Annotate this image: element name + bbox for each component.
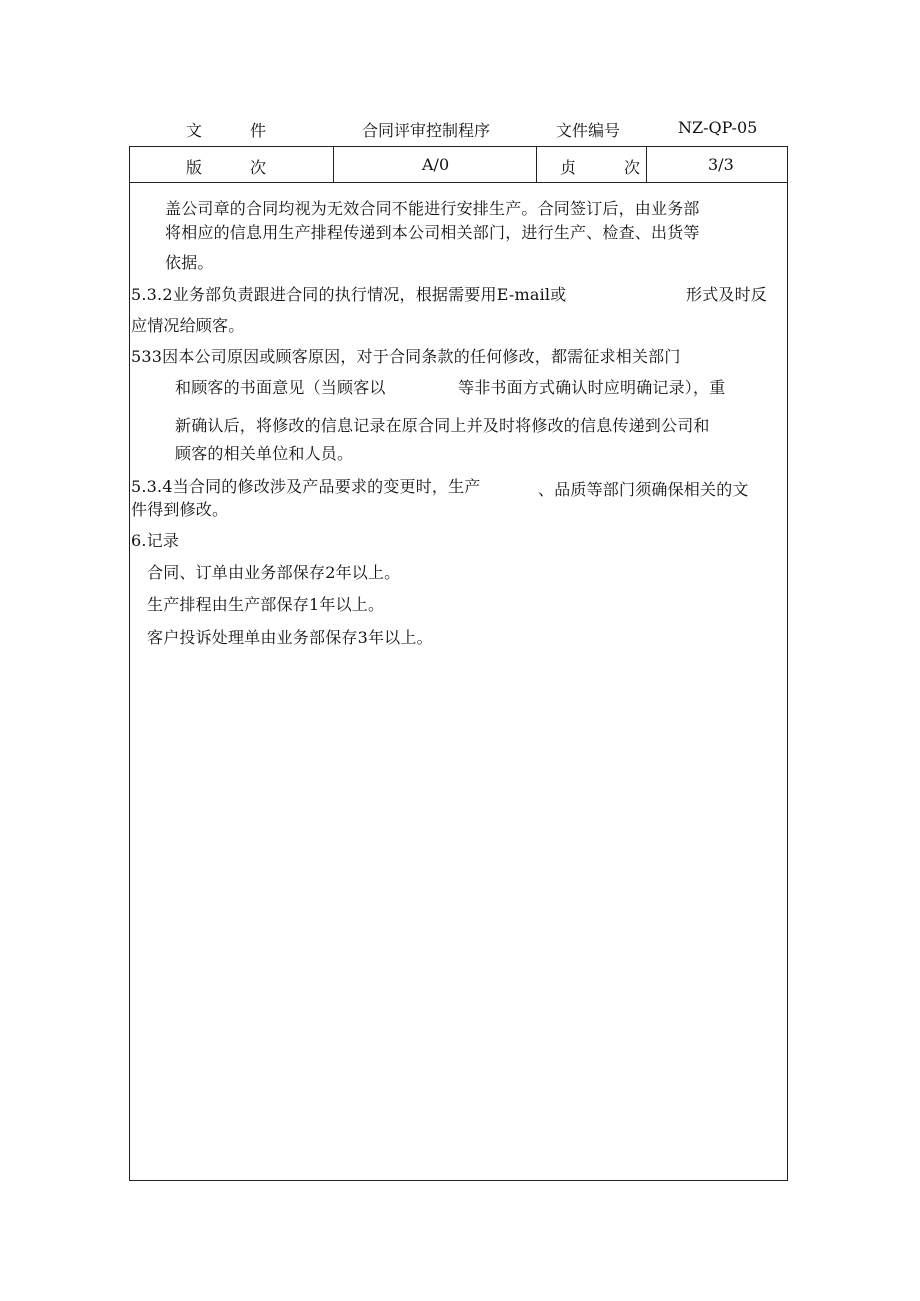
paragraph-line: 依据。 — [165, 253, 214, 272]
page-label: 贞 次 — [560, 158, 641, 177]
clause-5-3-4-tail: 、品质等部门须确保相关的文 — [538, 480, 749, 499]
paragraph-line: 新确认后，将修改的信息记录在原合同上并及时将修改的信息传递到公司和 — [175, 416, 710, 435]
doc-name: 合同评审控制程序 — [362, 121, 491, 140]
record-item: 生产排程由生产部保存1年以上。 — [147, 595, 385, 614]
paragraph-line: 等非书面方式确认时应明确记录），重 — [458, 378, 726, 397]
record-item: 客户投诉处理单由业务部保存3年以上。 — [147, 628, 433, 647]
paragraph-line: 件得到修改。 — [131, 500, 229, 519]
clause-5-3-2-tail: 形式及时反 — [686, 285, 768, 304]
paragraph-line: 和顾客的书面意见（当顾客以 — [175, 378, 386, 397]
page-value: 3/3 — [708, 155, 734, 174]
paragraph-line: 应情况给顾客。 — [131, 316, 245, 335]
doc-number-label: 文件编号 — [556, 121, 621, 140]
doc-label: 文 件 — [186, 121, 267, 140]
record-item: 合同、订单由业务部保存2年以上。 — [147, 563, 401, 582]
header-row-divider — [130, 182, 787, 183]
clause-5-3-2: 5.3.2业务部负责跟进合同的执行情况，根据需要用E-mail或 — [131, 285, 567, 304]
clause-5-3-3: 533因本公司原因或顾客原因，对于合同条款的任何修改，都需征求相关部门 — [131, 347, 681, 366]
paragraph-line: 顾客的相关单位和人员。 — [175, 444, 354, 463]
paragraph-line: 盖公司章的合同均视为无效合同不能进行安排生产。合同签订后，由业务部 — [165, 199, 700, 218]
cell-divider — [333, 147, 334, 182]
version-value: A/0 — [422, 155, 450, 174]
doc-number: NZ-QP-05 — [678, 118, 758, 137]
clause-5-3-4: 5.3.4当合同的修改涉及产品要求的变更时，生产 — [131, 477, 481, 496]
cell-divider — [536, 147, 537, 182]
paragraph-line: 将相应的信息用生产排程传递到本公司相关部门，进行生产、检查、出货等 — [165, 223, 700, 242]
version-label: 版 次 — [186, 158, 267, 177]
section-title-records: 6.记录 — [131, 531, 180, 550]
cell-divider — [646, 147, 647, 182]
